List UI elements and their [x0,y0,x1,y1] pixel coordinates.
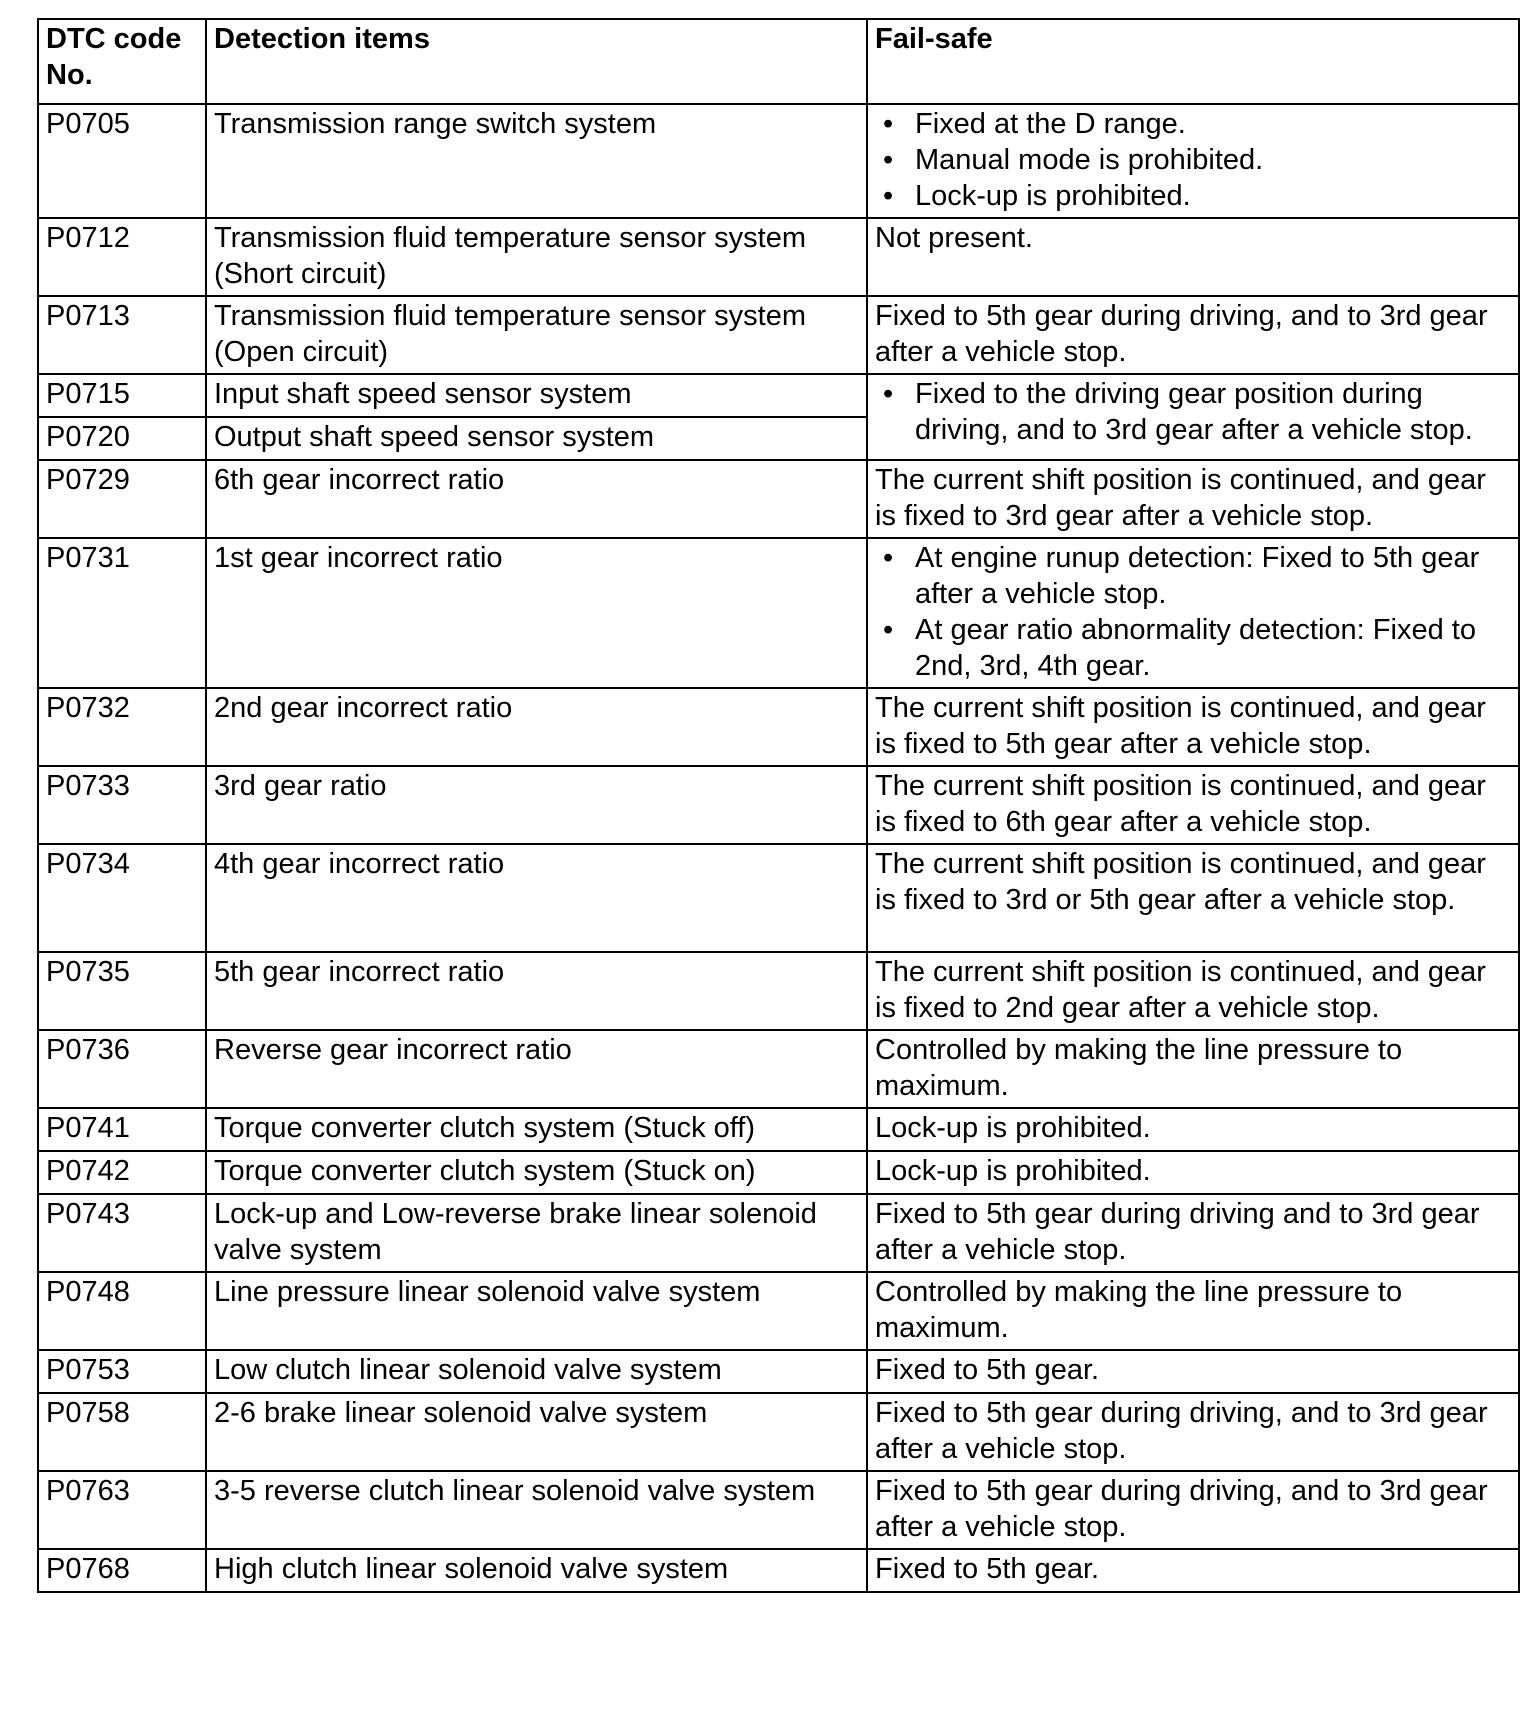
fail-safe-cell [867,1030,1519,1108]
fail-safe-cell [867,1549,1519,1592]
table-row [38,374,1519,417]
fail-safe-text: The current shift position is continued, and gear is fixed to 5th gear after a vehicle stop. [875,692,1486,760]
table-row [38,1151,1519,1194]
detection-item-cell: 4th gear incorrect ratio [206,844,867,952]
detection-item-cell: Reverse gear incorrect ratio [206,1030,867,1108]
fail-safe-cell [867,1350,1519,1393]
fail-safe-cell [867,844,1519,952]
dtc-code-cell: P0732 [38,688,206,766]
table-row [38,766,1519,844]
detection-item-cell: 2nd gear incorrect ratio [206,688,867,766]
detection-item-cell: Torque converter clutch system (Stuck on) [206,1151,867,1194]
fail-safe-text: Fixed to 5th gear during driving, and to 3rd gear after a vehicle stop. [875,1397,1488,1465]
table-row [38,1350,1519,1393]
detection-item-cell: Transmission fluid temperature sensor system (Open circuit) [206,296,867,374]
fail-safe-cell [867,1272,1519,1350]
fail-safe-text: Controlled by making the line pressure to maximum. [875,1034,1403,1102]
dtc-code-cell: P0713 [38,296,206,374]
header-fail-safe: Fail-safe [867,19,1519,104]
dtc-code-cell: P0720 [38,417,206,460]
fail-safe-bullet-item: • Fixed to the driving gear position during driving, and to 3rd gear after a vehicle stop. [915,376,1511,448]
fail-safe-text: Fixed to 5th gear during driving, and to 3rd gear after a vehicle stop. [875,300,1488,368]
table-row [38,1030,1519,1108]
detection-item-cell: Transmission range switch system [206,104,867,218]
dtc-code-cell: P0735 [38,952,206,1030]
detection-item-cell: 1st gear incorrect ratio [206,538,867,688]
table-row [38,104,1519,218]
detection-item-cell: Input shaft speed sensor system [206,374,867,417]
fail-safe-text: Not present. [875,222,1033,254]
fail-safe-bullet-list [875,540,1511,684]
fail-safe-text: Lock-up is prohibited. [875,1155,1151,1187]
dtc-code-cell: P0705 [38,104,206,218]
detection-item-cell: Transmission fluid temperature sensor system (Short circuit) [206,218,867,296]
table-row [38,538,1519,688]
dtc-failsafe-table [37,18,1520,1593]
table-row [38,1272,1519,1350]
header-detection-items: Detection items [206,19,867,104]
detection-item-cell: 6th gear incorrect ratio [206,460,867,538]
dtc-code-cell: P0768 [38,1549,206,1592]
fail-safe-cell [867,688,1519,766]
dtc-code-cell: P0734 [38,844,206,952]
fail-safe-text: Controlled by making the line pressure to maximum. [875,1276,1403,1344]
fail-safe-cell [867,1108,1519,1151]
fail-safe-text: Fixed to 5th gear during driving and to 3rd gear after a vehicle stop. [875,1198,1480,1266]
fail-safe-cell [867,218,1519,296]
dtc-code-cell: P0758 [38,1393,206,1471]
dtc-code-cell: P0753 [38,1350,206,1393]
detection-item-cell: Lock-up and Low-reverse brake linear solenoid valve system [206,1194,867,1272]
table-body [38,104,1519,1592]
dtc-code-cell: P0748 [38,1272,206,1350]
fail-safe-cell [867,952,1519,1030]
fail-safe-cell [867,296,1519,374]
dtc-code-cell: P0729 [38,460,206,538]
dtc-code-cell: P0763 [38,1471,206,1549]
detection-item-cell: Output shaft speed sensor system [206,417,867,460]
header-row [38,19,1519,104]
detection-item-cell: Torque converter clutch system (Stuck off) [206,1108,867,1151]
table-row [38,218,1519,296]
dtc-code-cell: P0733 [38,766,206,844]
fail-safe-text: Fixed to 5th gear. [875,1553,1100,1585]
table-row [38,460,1519,538]
dtc-code-cell: P0731 [38,538,206,688]
fail-safe-text: The current shift position is continued, and gear is fixed to 2nd gear after a vehicle stop. [875,956,1486,1024]
fail-safe-bullet-item: • At gear ratio abnormality detection: Fixed to 2nd, 3rd, 4th gear. [915,612,1511,684]
header-dtc-code: DTC code No. [38,19,206,104]
dtc-code-cell: P0742 [38,1151,206,1194]
fail-safe-cell [867,538,1519,688]
table-row [38,844,1519,952]
dtc-code-cell: P0743 [38,1194,206,1272]
fail-safe-text: The current shift position is continued, and gear is fixed to 6th gear after a vehicle stop. [875,770,1486,838]
table-row [38,1393,1519,1471]
table-row [38,952,1519,1030]
table-row [38,1194,1519,1272]
detection-item-cell: 3-5 reverse clutch linear solenoid valve system [206,1471,867,1549]
fail-safe-bullet-item: • Lock-up is prohibited. [915,178,1511,214]
detection-item-cell: Line pressure linear solenoid valve system [206,1272,867,1350]
fail-safe-bullet-list [875,106,1511,214]
fail-safe-text: Fixed to 5th gear. [875,1354,1100,1386]
fail-safe-bullet-item: • Fixed at the D range. [915,106,1511,142]
detection-item-cell: 3rd gear ratio [206,766,867,844]
table-row [38,296,1519,374]
fail-safe-bullet-list [875,376,1511,448]
table-row [38,688,1519,766]
dtc-code-cell: P0741 [38,1108,206,1151]
fail-safe-cell [867,104,1519,218]
detection-item-cell: Low clutch linear solenoid valve system [206,1350,867,1393]
fail-safe-cell [867,460,1519,538]
detection-item-cell: 2-6 brake linear solenoid valve system [206,1393,867,1471]
fail-safe-bullet-item: • At engine runup detection: Fixed to 5th gear after a vehicle stop. [915,540,1511,612]
fail-safe-text: The current shift position is continued, and gear is fixed to 3rd gear after a vehicle stop. [875,464,1486,532]
fail-safe-bullet-item: • Manual mode is prohibited. [915,142,1511,178]
table-row [38,1549,1519,1592]
fail-safe-cell [867,1151,1519,1194]
fail-safe-text: Fixed to 5th gear during driving, and to 3rd gear after a vehicle stop. [875,1475,1488,1543]
fail-safe-cell [867,1194,1519,1272]
fail-safe-cell [867,1471,1519,1549]
table-row [38,1108,1519,1151]
fail-safe-cell [867,374,1519,460]
detection-item-cell: High clutch linear solenoid valve system [206,1549,867,1592]
fail-safe-text: The current shift position is continued, and gear is fixed to 3rd or 5th gear after a vehicle stop. [875,848,1486,916]
table-header [38,19,1519,104]
fail-safe-cell [867,1393,1519,1471]
table-row [38,1471,1519,1549]
fail-safe-text: Lock-up is prohibited. [875,1112,1151,1144]
dtc-code-cell: P0712 [38,218,206,296]
fail-safe-cell [867,766,1519,844]
detection-item-cell: 5th gear incorrect ratio [206,952,867,1030]
dtc-code-cell: P0715 [38,374,206,417]
dtc-code-cell: P0736 [38,1030,206,1108]
